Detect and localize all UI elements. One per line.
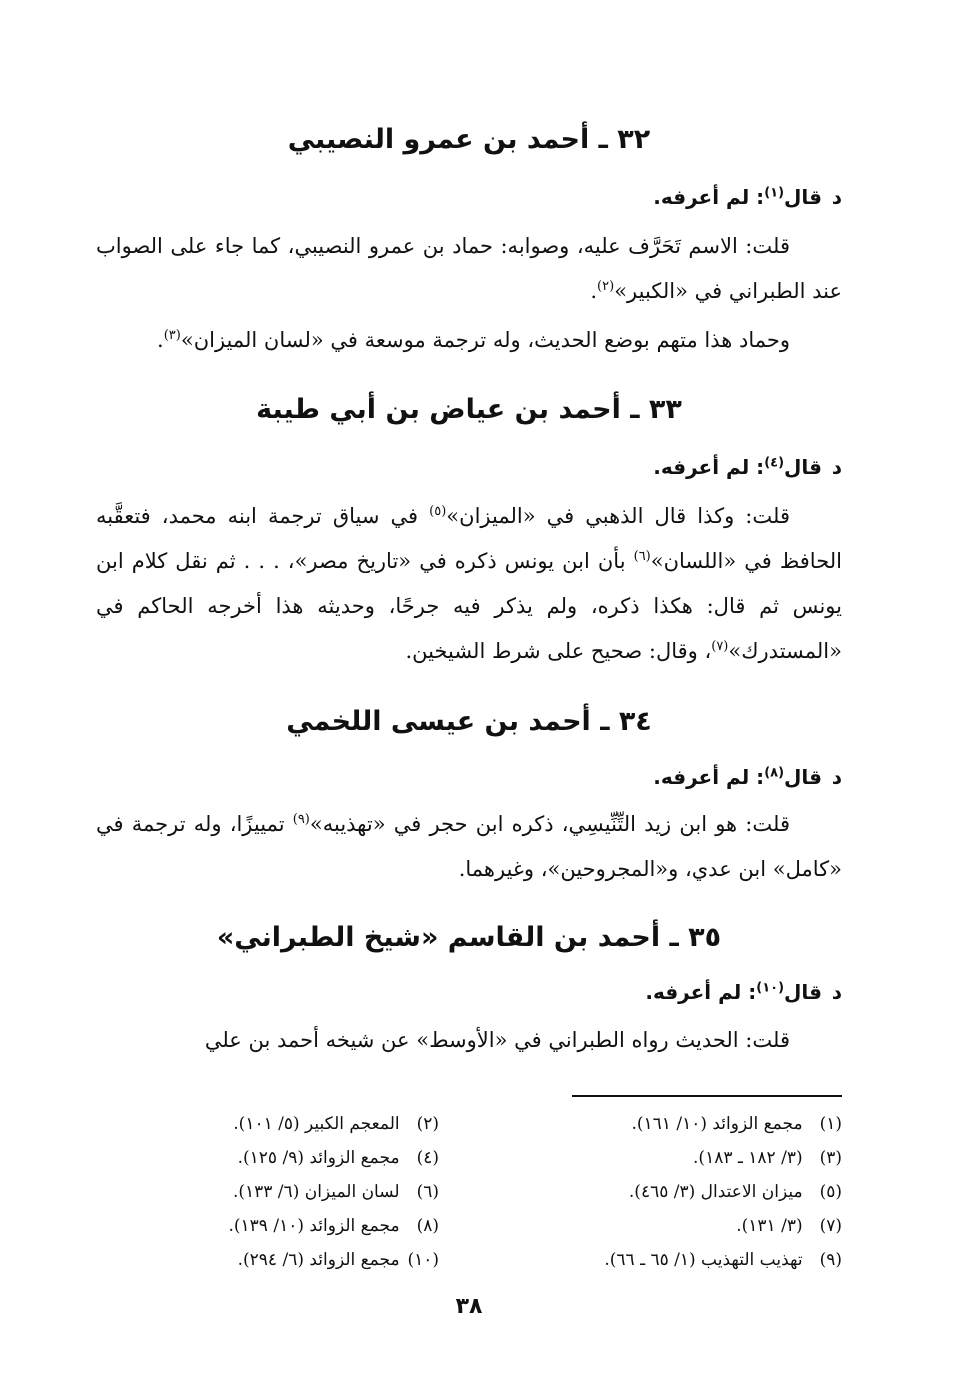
footnote-text: (٣/ ١٨٢ ـ ١٨٣).: [693, 1148, 803, 1168]
paragraph-text: قلت: الاسم تَحَرَّف عليه، وصوابه: حماد بن عمرو النصيبي، كما جاء على الصواب عند الطبراني في «الكبير»: [96, 234, 842, 303]
footnote-ref[interactable]: (٤): [764, 455, 785, 471]
entry-heading-35: ٣٥ ـ أحمد بن القاسم «شيخ الطبراني»: [216, 922, 722, 953]
footnote-ref[interactable]: (٥): [429, 504, 447, 519]
bullet-marker-icon: ﺩ: [831, 455, 842, 479]
page-number: ٣٨: [455, 1294, 483, 1319]
footnote-4: [96, 1141, 439, 1175]
bullet-marker-icon: ﺩ: [831, 185, 842, 209]
paragraph: [96, 494, 842, 674]
footnote-number: (٦): [416, 1182, 439, 1202]
paragraph-text: قلت: الحديث رواه الطبراني في «الأوسط» عن شيخه أحمد بن علي: [204, 1028, 790, 1052]
qal-label: قال: [784, 980, 822, 1004]
footnote-9: [499, 1243, 842, 1277]
footnote-ref[interactable]: (٨): [764, 765, 785, 781]
footnote-number: (٤): [416, 1148, 439, 1168]
footnote-ref[interactable]: (٢): [597, 279, 615, 294]
entry-heading-33: ٣٣ ـ أحمد بن عياض بن أبي طيبة: [256, 394, 682, 425]
paragraph-text: .: [590, 279, 598, 303]
footnote-number: (١): [819, 1114, 842, 1134]
footnote-3: [499, 1141, 842, 1175]
footnote-10: [96, 1243, 439, 1277]
entry-heading-32: ٣٢ ـ أحمد بن عمرو النصيبي: [287, 124, 651, 155]
footnote-1: [499, 1107, 842, 1141]
paragraph-text: قلت: وكذا قال الذهبي في «الميزان»: [446, 504, 790, 528]
footnote-text: ميزان الاعتدال (٣/ ٤٦٥).: [628, 1182, 803, 1202]
paragraph-text: في سياق ترجمة ابنه محمد، فتعقَّبه الحافظ في «اللسان»: [96, 504, 842, 573]
footnote-5: [499, 1175, 842, 1209]
paragraph: [96, 802, 842, 892]
footnote-text: مجمع الزوائد (١٠/ ١٣٩).: [228, 1216, 400, 1236]
paragraph-text: .: [157, 328, 164, 352]
footnote-ref[interactable]: (١٠): [756, 980, 785, 996]
footnote-number: (٥): [819, 1182, 842, 1202]
footnote-text: تهذيب التهذيب (١/ ٦٥ ـ ٦٦).: [604, 1250, 803, 1270]
paragraph-text: قلت: هو ابن زيد التِّنِّيسِي، ذكره ابن حجر في «تهذيبه»: [309, 812, 790, 836]
qal-tail: : لم أعرفه.: [653, 765, 765, 789]
qal-line-35: [96, 977, 842, 1007]
footnotes: [96, 1107, 842, 1277]
footnote-number: (٩): [819, 1250, 842, 1270]
paragraph-text: بأن ابن يونس ذكره في «تاريخ مصر»، . . . ثم نقل كلام ابن يونس ثم قال: هكذا ذكره، ولم يذكر فيه جرحًا، وحديثه هذا أخرجه الحاكم في «المستدرك»: [96, 549, 842, 663]
footnote-6: [96, 1175, 439, 1209]
paragraph: [96, 224, 842, 314]
qal-tail: : لم أعرفه.: [653, 455, 765, 479]
qal-label: قال: [784, 765, 822, 789]
entry-heading-34: ٣٤ ـ أحمد بن عيسى اللخمي: [286, 706, 652, 737]
footnote-text: المعجم الكبير (٥/ ١٠١).: [233, 1114, 400, 1134]
footnote-ref[interactable]: (٩): [292, 812, 310, 827]
paragraph-text: وحماد هذا متهم بوضع الحديث، وله ترجمة موسعة في «لسان الميزان»: [180, 328, 790, 352]
footnote-number: (٧): [819, 1216, 842, 1236]
footnote-text: مجمع الزوائد (٩/ ١٢٥).: [237, 1148, 400, 1168]
footnote-8: [96, 1209, 439, 1243]
qal-tail: : لم أعرفه.: [645, 980, 757, 1004]
footnote-number: (١٠): [407, 1250, 439, 1270]
qal-tail: : لم أعرفه.: [653, 185, 765, 209]
paragraph: [96, 318, 842, 363]
paragraph: [96, 1018, 842, 1063]
bullet-marker-icon: ﺩ: [831, 980, 842, 1004]
footnote-text: مجمع الزوائد (١٠/ ١٦١).: [631, 1114, 803, 1134]
footnote-text: (٣/ ١٣١).: [736, 1216, 803, 1236]
footnote-7: [499, 1209, 842, 1243]
qal-label: قال: [784, 455, 822, 479]
footnote-ref[interactable]: (١): [764, 185, 785, 201]
qal-line-33: [96, 452, 842, 482]
paragraph-text: تمييزًا، وله ترجمة في «كامل» ابن عدي، و«المجروحين»، وغيرهما.: [96, 812, 842, 881]
book-page: [96, 0, 842, 1399]
footnote-separator: [572, 1095, 842, 1097]
qal-label: قال: [784, 185, 822, 209]
footnote-ref[interactable]: (٣): [163, 328, 181, 343]
paragraph-text: ، وقال: صحيح على شرط الشيخين.: [405, 639, 712, 663]
footnote-text: مجمع الزوائد (٦/ ٢٩٤).: [237, 1250, 400, 1270]
footnote-ref[interactable]: (٦): [633, 549, 651, 564]
footnote-text: لسان الميزان (٦/ ١٣٣).: [232, 1182, 400, 1202]
footnote-number: (٨): [416, 1216, 439, 1236]
footnote-2: [96, 1107, 439, 1141]
bullet-marker-icon: ﺩ: [831, 765, 842, 789]
qal-line-34: [96, 762, 842, 792]
footnote-number: (٣): [819, 1148, 842, 1168]
footnote-number: (٢): [416, 1114, 439, 1134]
footnote-ref[interactable]: (٧): [711, 639, 729, 654]
qal-line-32: [96, 182, 842, 212]
